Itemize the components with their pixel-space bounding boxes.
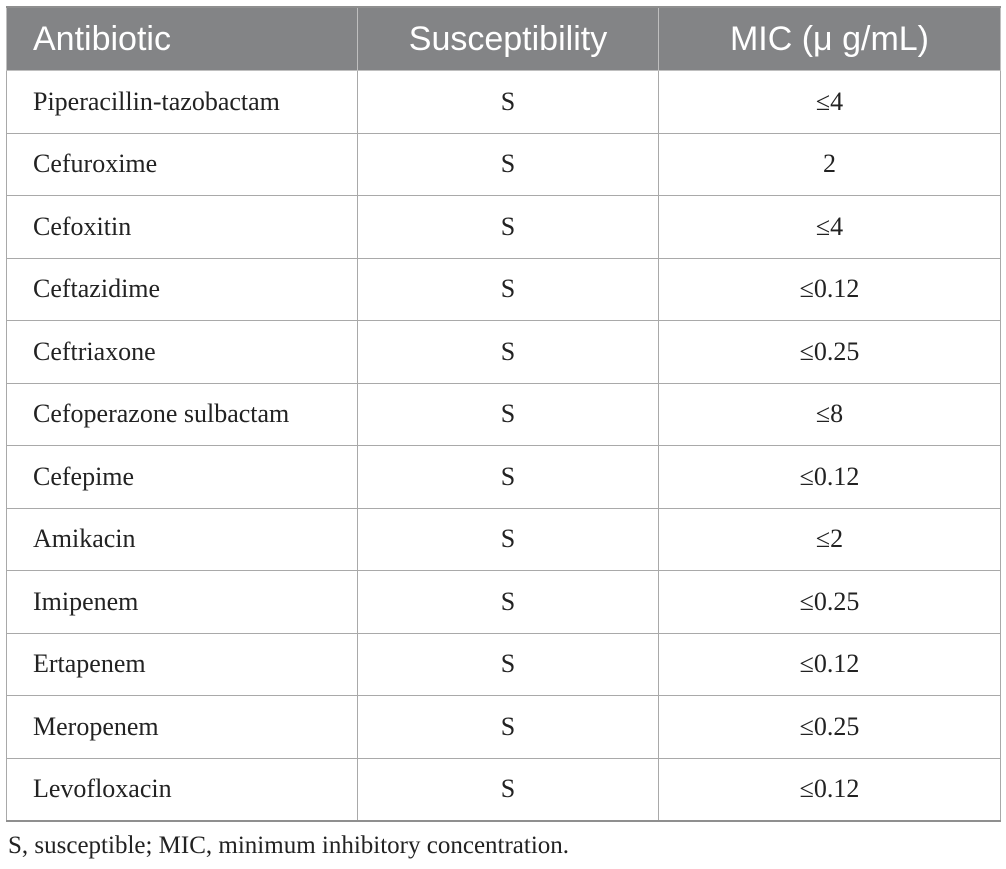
table-row: [7, 446, 1001, 509]
antibiotic-cell: Ceftazidime: [7, 258, 358, 321]
mic-cell: ≤0.25: [659, 571, 1001, 634]
mic-cell: ≤2: [659, 508, 1001, 571]
antibiotic-cell: Ceftriaxone: [7, 321, 358, 384]
mic-cell: ≤0.12: [659, 633, 1001, 696]
column-header-susceptibility: Susceptibility: [358, 7, 659, 71]
table-row: [7, 383, 1001, 446]
mic-cell: ≤4: [659, 71, 1001, 134]
antibiotic-cell: Imipenem: [7, 571, 358, 634]
antibiotic-cell: Piperacillin-tazobactam: [7, 71, 358, 134]
susceptibility-table: [6, 6, 1001, 822]
antibiotic-cell: Amikacin: [7, 508, 358, 571]
table-row: [7, 196, 1001, 259]
antibiotic-cell: Levofloxacin: [7, 758, 358, 821]
mic-cell: ≤4: [659, 196, 1001, 259]
table-footnote: S, susceptible; MIC, minimum inhibitory concentration.: [8, 832, 570, 859]
column-header-antibiotic: Antibiotic: [7, 7, 358, 71]
antibiotic-cell: Cefepime: [7, 446, 358, 509]
mic-cell: ≤0.12: [659, 258, 1001, 321]
table-row: [7, 71, 1001, 134]
susceptibility-cell: S: [358, 758, 659, 821]
susceptibility-cell: S: [358, 696, 659, 759]
susceptibility-cell: S: [358, 633, 659, 696]
susceptibility-cell: S: [358, 258, 659, 321]
susceptibility-cell: S: [358, 196, 659, 259]
antibiotic-cell: Cefoxitin: [7, 196, 358, 259]
antibiotic-cell: Cefuroxime: [7, 133, 358, 196]
susceptibility-cell: S: [358, 571, 659, 634]
susceptibility-cell: S: [358, 446, 659, 509]
antibiotic-cell: Meropenem: [7, 696, 358, 759]
mic-cell: ≤0.12: [659, 758, 1001, 821]
table-row: [7, 571, 1001, 634]
table-row: [7, 696, 1001, 759]
table-row: [7, 758, 1001, 821]
table-row: [7, 508, 1001, 571]
antibiotic-cell: Ertapenem: [7, 633, 358, 696]
table-row: [7, 633, 1001, 696]
table-row: [7, 133, 1001, 196]
column-header-mic: MIC (μ g/mL): [659, 7, 1001, 71]
susceptibility-cell: S: [358, 71, 659, 134]
antibiotic-cell: Cefoperazone sulbactam: [7, 383, 358, 446]
susceptibility-cell: S: [358, 321, 659, 384]
mic-cell: 2: [659, 133, 1001, 196]
table-header: [7, 7, 1001, 71]
susceptibility-cell: S: [358, 508, 659, 571]
mic-cell: ≤8: [659, 383, 1001, 446]
table-row: [7, 258, 1001, 321]
susceptibility-cell: S: [358, 383, 659, 446]
header-row: [7, 7, 1001, 71]
table-body: [7, 71, 1001, 822]
mic-cell: ≤0.12: [659, 446, 1001, 509]
mic-cell: ≤0.25: [659, 321, 1001, 384]
mic-cell: ≤0.25: [659, 696, 1001, 759]
table-row: [7, 321, 1001, 384]
susceptibility-cell: S: [358, 133, 659, 196]
